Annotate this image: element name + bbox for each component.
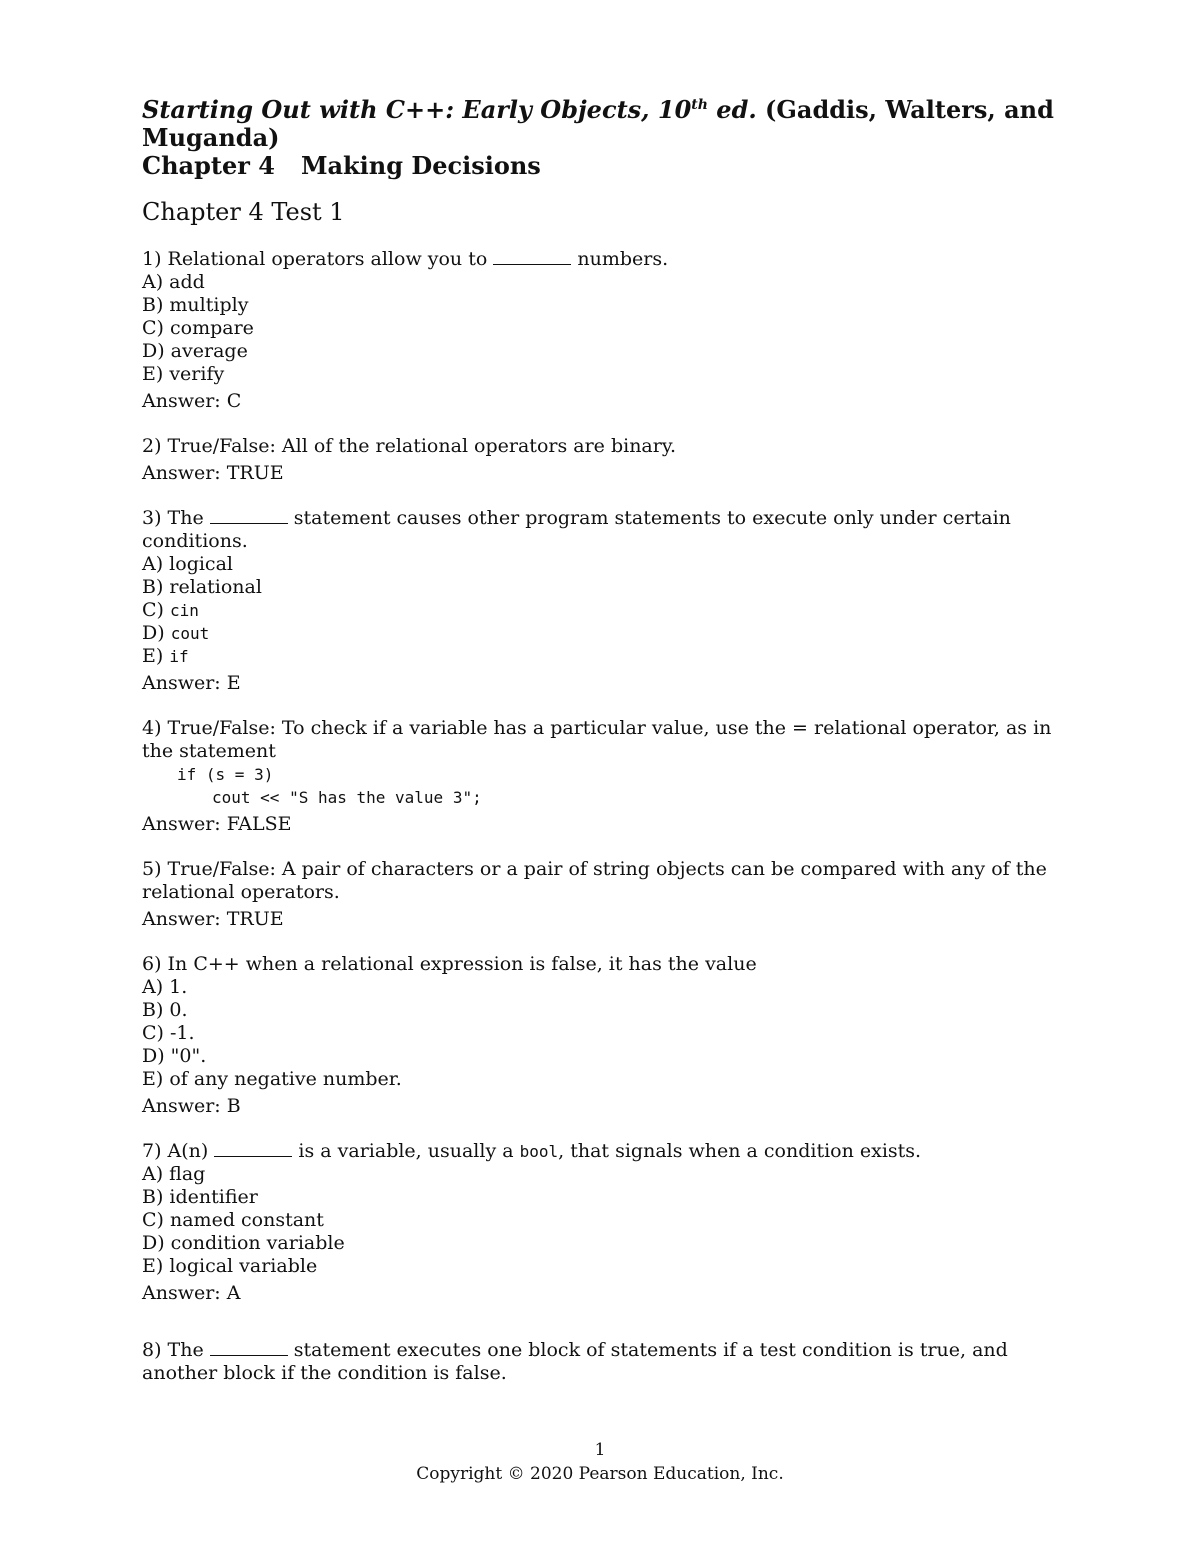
option: C) named constant bbox=[142, 1209, 324, 1231]
question-5 bbox=[142, 858, 1072, 931]
page-footer bbox=[0, 1438, 1200, 1486]
question-6 bbox=[142, 953, 1072, 1118]
stem-text: 1) Relational operators allow you to bbox=[142, 248, 494, 270]
answer: Answer: TRUE bbox=[142, 908, 284, 930]
option: A) logical bbox=[142, 553, 233, 575]
option: D) average bbox=[142, 340, 248, 362]
option: E) of any negative number. bbox=[142, 1068, 402, 1090]
book-authors: (Gaddis, Walters, and Muganda) bbox=[142, 95, 1054, 152]
page-number: 1 bbox=[594, 1440, 606, 1460]
answer: Answer: C bbox=[142, 390, 242, 412]
option: A) add bbox=[142, 271, 205, 293]
question-stem: 2) True/False: All of the relational operators are binary. bbox=[142, 435, 677, 457]
book-title-italic: Starting Out with C++: Early Objects, 10 bbox=[142, 95, 692, 124]
stem-text: 8) The bbox=[142, 1339, 210, 1361]
stem-text: 7) A(n) bbox=[142, 1140, 215, 1162]
option: E) verify bbox=[142, 363, 225, 385]
document-page bbox=[142, 96, 1072, 1407]
option: A) flag bbox=[142, 1163, 206, 1185]
stem-text: , that signals when a condition exists. bbox=[558, 1140, 922, 1162]
option: E) logical variable bbox=[142, 1255, 318, 1277]
option-label: C) bbox=[142, 599, 170, 621]
question-7 bbox=[142, 1140, 1072, 1305]
option-label: D) bbox=[142, 622, 171, 644]
option: D) condition variable bbox=[142, 1232, 345, 1254]
stem-code: bool bbox=[519, 1142, 559, 1161]
option: C) -1. bbox=[142, 1022, 195, 1044]
stem-text: numbers. bbox=[571, 248, 669, 270]
question-stem bbox=[142, 248, 1072, 271]
option: B) identifier bbox=[142, 1186, 258, 1208]
stem-text: statement causes other program statements to execute only under certain conditions. bbox=[142, 507, 1011, 552]
question-4 bbox=[142, 717, 1072, 836]
option: C) compare bbox=[142, 317, 254, 339]
option bbox=[142, 622, 1072, 645]
chapter-name: Making Decisions bbox=[300, 151, 541, 180]
chapter-number: Chapter 4 bbox=[142, 151, 275, 180]
code-block bbox=[142, 763, 1072, 809]
code-line: cout << "S has the value 3"; bbox=[212, 788, 482, 807]
question-stem: 6) In C++ when a relational expression is false, it has the value bbox=[142, 953, 757, 975]
option: B) relational bbox=[142, 576, 262, 598]
question-stem: 5) True/False: A pair of characters or a pair of string objects can be compared with any of the relational operators. bbox=[142, 858, 1047, 903]
code-line: if (s = 3) bbox=[177, 765, 274, 784]
question-8 bbox=[142, 1339, 1072, 1385]
answer: Answer: A bbox=[142, 1282, 241, 1304]
option: B) multiply bbox=[142, 294, 249, 316]
option-code: cout bbox=[170, 624, 210, 643]
question-stem bbox=[142, 1140, 1072, 1163]
answer-blank bbox=[210, 1341, 288, 1356]
option bbox=[142, 599, 1072, 622]
option-code: if bbox=[169, 647, 189, 666]
answer: Answer: TRUE bbox=[142, 462, 284, 484]
copyright-notice: Copyright © 2020 Pearson Education, Inc. bbox=[416, 1464, 784, 1484]
answer-blank bbox=[214, 1142, 292, 1157]
option bbox=[142, 645, 1072, 668]
answer: Answer: FALSE bbox=[142, 813, 292, 835]
stem-text: is a variable, usually a bbox=[292, 1140, 520, 1162]
answer-blank bbox=[210, 509, 288, 524]
stem-text: statement executes one block of statements if a test condition is true, and another block if the condition is false. bbox=[142, 1339, 1008, 1384]
book-title bbox=[142, 96, 1072, 152]
question-stem: 4) True/False: To check if a variable has a particular value, use the = relational operator, as in the statement bbox=[142, 717, 1052, 762]
option: A) 1. bbox=[142, 976, 188, 998]
option: D) "0". bbox=[142, 1045, 207, 1067]
book-title-ed: ed. bbox=[707, 95, 757, 124]
test-heading: Chapter 4 Test 1 bbox=[142, 198, 345, 226]
question-1 bbox=[142, 248, 1072, 413]
book-title-sup: th bbox=[691, 97, 708, 113]
question-3 bbox=[142, 507, 1072, 695]
question-2 bbox=[142, 435, 1072, 485]
answer: Answer: B bbox=[142, 1095, 241, 1117]
answer: Answer: E bbox=[142, 672, 241, 694]
option-label: E) bbox=[142, 645, 170, 667]
question-stem bbox=[142, 1339, 1072, 1385]
question-stem bbox=[142, 507, 1072, 553]
stem-text: 3) The bbox=[142, 507, 210, 529]
option-code: cin bbox=[170, 601, 199, 620]
answer-blank bbox=[493, 250, 571, 265]
chapter-title bbox=[142, 152, 1072, 180]
option: B) 0. bbox=[142, 999, 188, 1021]
